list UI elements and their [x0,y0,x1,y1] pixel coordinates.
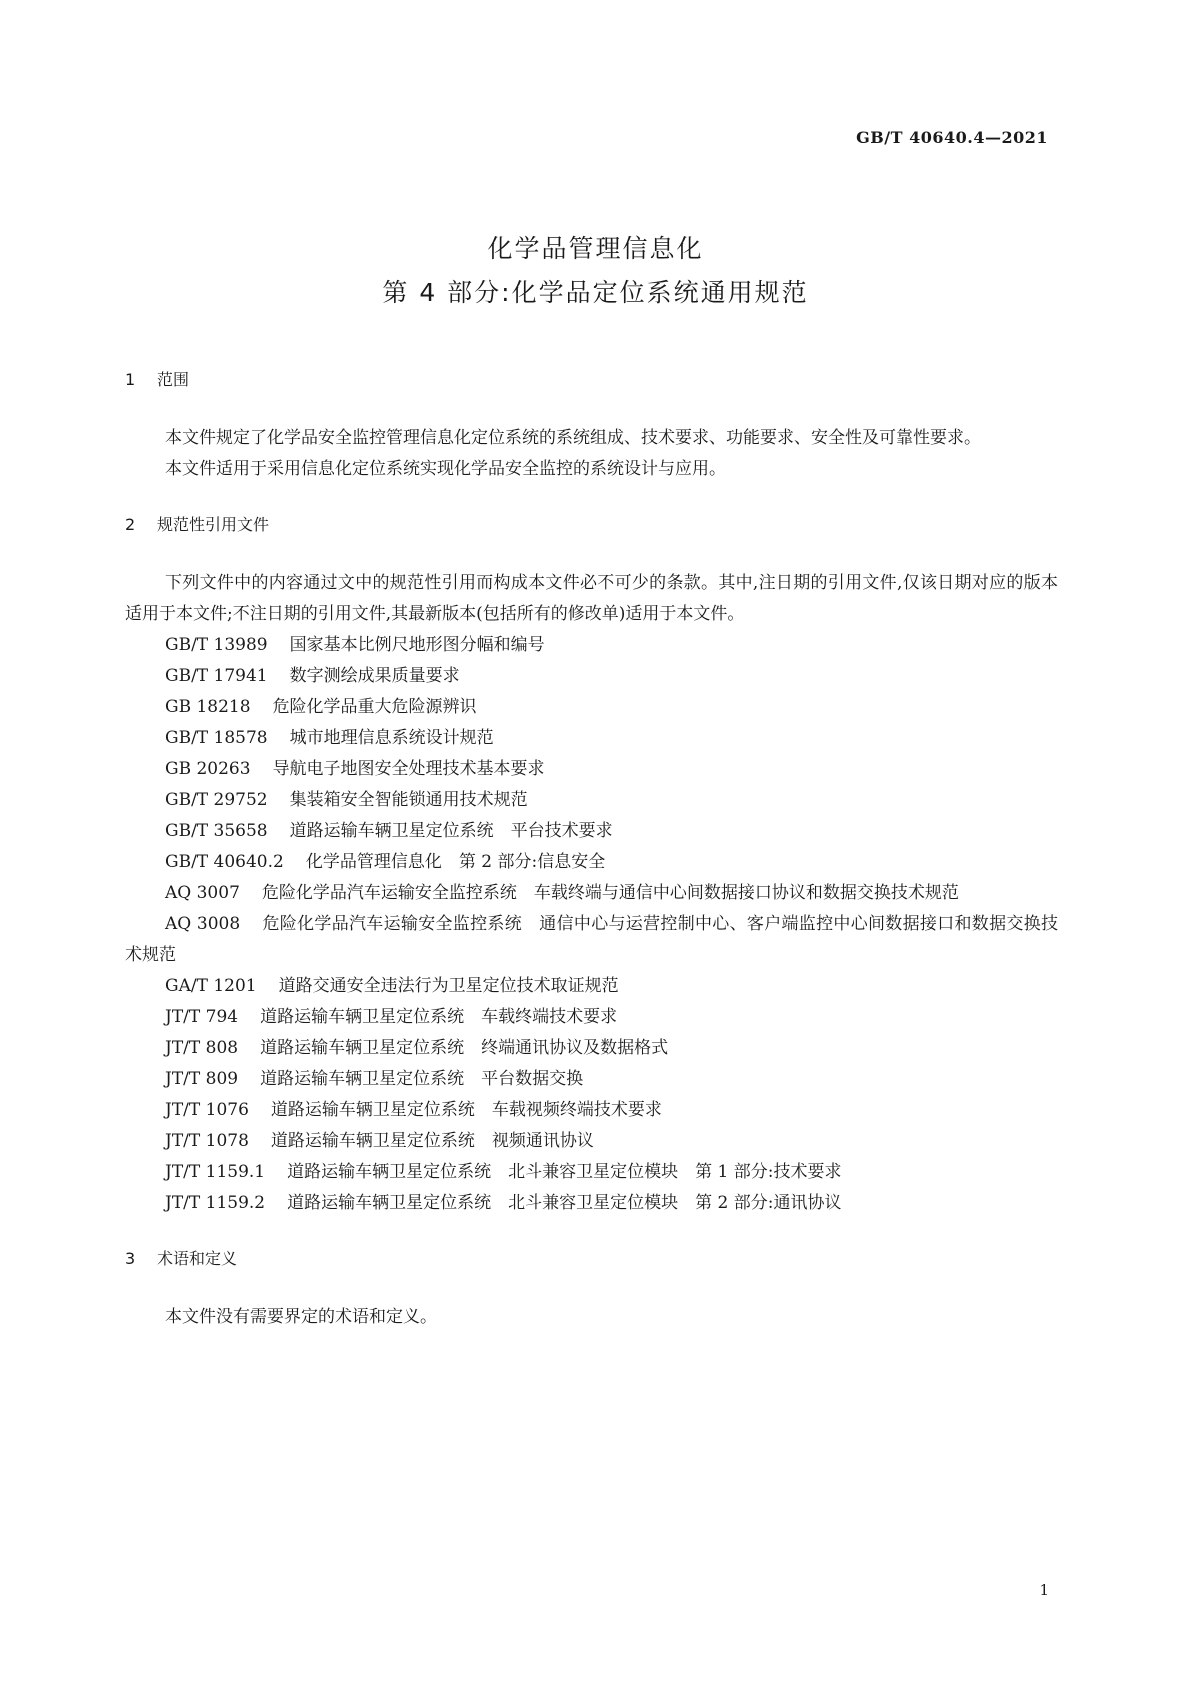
reference-title: 国家基本比例尺地形图分幅和编号 [289,635,545,655]
reference-title: 危险化学品重大危险源辨识 [272,697,477,717]
reference-title: 数字测绘成果质量要求 [289,666,460,686]
reference-item [125,692,1058,723]
reference-title: 道路运输车辆卫星定位系统 平台技术要求 [289,821,613,841]
reference-code: JT/T 1159.1 [165,1162,266,1182]
reference-item [125,847,1058,878]
standard-code: GB/T 40640.4—2021 [856,128,1048,147]
reference-item [125,661,1058,692]
reference-item [125,909,1058,971]
reference-item [125,1002,1058,1033]
reference-title: 道路运输车辆卫星定位系统 视频通讯协议 [270,1131,594,1151]
paragraph: 本文件适用于采用信息化定位系统实现化学品安全监控的系统设计与应用。 [165,459,726,479]
reference-title: 集装箱安全智能锁通用技术规范 [289,790,528,810]
reference-code: JT/T 809 [165,1069,239,1089]
reference-code: JT/T 1159.2 [165,1193,266,1213]
reference-item [125,785,1058,816]
reference-item [125,1033,1058,1064]
section-heading-scope [125,369,1058,391]
reference-item [125,630,1058,661]
reference-code: GB 20263 [165,759,251,779]
reference-title: 危险化学品汽车运输安全监控系统 通信中心与运营控制中心、客户端监控中心间数据接口和数据交换技术规范 [125,914,1058,965]
reference-item [125,816,1058,847]
reference-code: JT/T 794 [165,1007,239,1027]
reference-title: 道路运输车辆卫星定位系统 北斗兼容卫星定位模块 第 1 部分:技术要求 [287,1162,842,1182]
reference-title: 道路运输车辆卫星定位系统 车载终端技术要求 [260,1007,618,1027]
reference-code: JT/T 1078 [165,1131,249,1151]
reference-code: JT/T 1076 [165,1100,249,1120]
document-subtitle: 第 4 部分:化学品定位系统通用规范 [382,278,809,307]
reference-code: GB/T 13989 [165,635,268,655]
reference-title: 道路交通安全违法行为卫星定位技术取证规范 [278,976,619,996]
reference-code: AQ 3008 [165,914,241,934]
reference-title: 道路运输车辆卫星定位系统 北斗兼容卫星定位模块 第 2 部分:通讯协议 [287,1193,842,1213]
reference-title: 城市地理信息系统设计规范 [289,728,494,748]
reference-item [125,971,1058,1002]
section-number: 3 [125,1249,136,1268]
reference-code: GB/T 35658 [165,821,268,841]
section-heading-normative-references [125,514,1058,536]
reference-code: GB/T 40640.2 [165,852,284,872]
reference-list [125,630,1058,1219]
reference-code: AQ 3007 [165,883,240,903]
section-title: 术语和定义 [157,1249,238,1268]
reference-title: 化学品管理信息化 第 2 部分:信息安全 [305,852,606,872]
document-title: 化学品管理信息化 [487,234,704,263]
reference-title: 危险化学品汽车运输安全监控系统 车载终端与通信中心间数据接口协议和数据交换技术规范 [261,883,959,903]
reference-code: GB/T 29752 [165,790,268,810]
section-title: 规范性引用文件 [157,515,270,534]
reference-item [125,878,1058,909]
reference-title: 道路运输车辆卫星定位系统 车载视频终端技术要求 [270,1100,662,1120]
reference-item [125,1188,1058,1219]
reference-title: 道路运输车辆卫星定位系统 终端通讯协议及数据格式 [260,1038,669,1058]
reference-code: GB/T 17941 [165,666,268,686]
paragraph: 下列文件中的内容通过文中的规范性引用而构成本文件必不可少的条款。其中,注日期的引用文件,仅该日期对应的版本适用于本文件;不注日期的引用文件,其最新版本(包括所有的修改单)适用于本文件。 [125,573,1058,624]
reference-item [125,1064,1058,1095]
reference-code: GB/T 18578 [165,728,268,748]
reference-code: JT/T 808 [165,1038,239,1058]
section-heading-terms-and-definitions [125,1248,1058,1270]
reference-title: 道路运输车辆卫星定位系统 平台数据交换 [260,1069,584,1089]
section-number: 2 [125,515,136,534]
reference-code: GA/T 1201 [165,976,257,996]
reference-item [125,754,1058,785]
reference-item [125,723,1058,754]
paragraph: 本文件规定了化学品安全监控管理信息化定位系统的系统组成、技术要求、功能要求、安全性及可靠性要求。 [165,428,981,448]
reference-item [125,1095,1058,1126]
section-title: 范围 [157,370,190,389]
reference-title: 导航电子地图安全处理技术基本要求 [272,759,545,779]
reference-item [125,1126,1058,1157]
section-number: 1 [125,370,136,389]
paragraph: 本文件没有需要界定的术语和定义。 [165,1307,437,1327]
reference-item [125,1157,1058,1188]
page-number: 1 [1039,1581,1049,1599]
document-body [125,369,1058,1333]
reference-code: GB 18218 [165,697,251,717]
